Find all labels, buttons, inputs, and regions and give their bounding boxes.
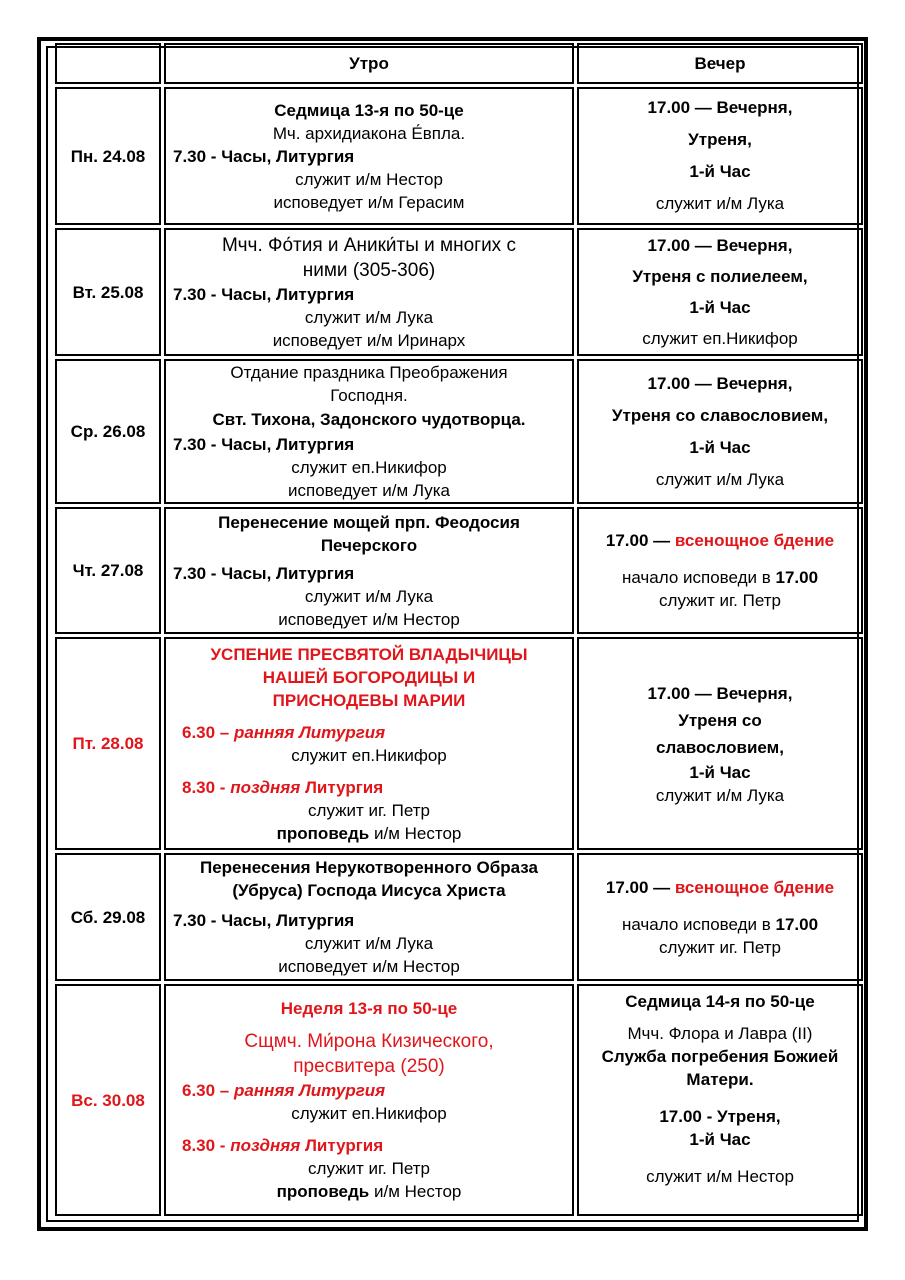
morning-line [166,1134,572,1157]
schedule-row [55,984,863,1216]
spacer [166,712,572,721]
spacer [166,767,572,776]
schedule-row [55,507,863,634]
morning-cell [164,853,574,981]
liturgy-time: 6.30 – [182,1081,230,1100]
morning-line: Господня. [330,386,408,405]
morning-line: Седмица 13-я по 50-це [274,100,464,120]
evening-line: служит и/м Лука [655,194,785,213]
schedule-table [52,40,866,1219]
evening-line: 17.00 — Вечерня, [647,98,793,117]
schedule-row [55,228,863,356]
schedule-row [55,359,863,504]
evening-cell [577,507,863,634]
header-morning: Утро [164,43,574,84]
morning-line: служит и/м Лука [304,934,434,953]
feast-title: НАШЕЙ БОГОРОДИЦЫ И [262,667,476,687]
day-cell: Ср. 26.08 [55,359,161,504]
morning-cell [164,228,574,356]
confession-label: начало исповеди в [621,914,771,934]
evening-line: Утреня с полиелеем, [632,267,808,286]
evening-line: 17.00 — Вечерня, [647,684,793,703]
evening-cell [577,359,863,504]
schedule-row [55,87,863,225]
morning-line: служит и/м Нестор [295,169,443,189]
evening-line: Утреня со [678,711,762,730]
schedule-row [55,637,863,850]
spacer [579,552,861,566]
morning-line: служит еп.Никифор [291,1104,447,1123]
evening-line: Матери. [686,1070,754,1089]
morning-line [166,822,572,845]
morning-line: исповедует и/м Нестор [278,609,460,629]
day-cell: Вт. 25.08 [55,228,161,356]
evening-line: служит и/м Лука [655,786,785,805]
liturgy-label: Литургия [304,1136,384,1155]
saint-line: Сщмч. Ми́рона Кизического, [244,1031,494,1052]
evening-line: служит и/м Нестор [646,1167,794,1186]
evening-line: служит еп.Никифор [642,329,798,348]
morning-cell [164,984,574,1216]
liturgy-time: 8.30 - [182,1136,226,1155]
morning-line: 7.30 - Часы, Литургия [173,911,355,930]
morning-line: 7.30 - Часы, Литургия [173,284,355,304]
feast-title: УСПЕНИЕ ПРЕСВЯТОЙ ВЛАДЫЧИЦЫ [210,644,528,664]
evening-cell [577,637,863,850]
liturgy-time: 6.30 – [182,722,230,742]
morning-line: Мчч. Фо́тия и Аники́ты и многих с [222,234,516,256]
sermon-label: проповедь [276,823,370,843]
morning-cell [164,359,574,504]
evening-line: Утреня со славословием, [611,405,829,425]
evening-line [579,913,861,936]
day-cell: Пн. 24.08 [55,87,161,225]
liturgy-label: поздняя [230,777,301,797]
week-title: Неделя 13-я по 50-це [280,999,458,1018]
morning-line: Мч. архидиакона Е́впла. [272,123,466,143]
evening-line [579,529,861,552]
morning-line: исповедует и/м Лука [288,481,450,500]
evening-line: 1-й Час [689,437,751,457]
morning-cell [164,637,574,850]
evening-time: 17.00 — [605,877,671,897]
spacer [166,1125,572,1134]
sermon-label: проповедь [276,1182,370,1201]
spacer [579,899,861,913]
morning-line: ними (305-306) [302,259,436,281]
day-cell: Сб. 29.08 [55,853,161,981]
morning-line: служит иг. Петр [308,1159,430,1178]
morning-line: служит еп.Никифор [291,458,447,477]
evening-cell [577,228,863,356]
evening-line: служит и/м Лука [655,469,785,489]
confession-label: начало исповеди в [621,568,771,587]
morning-line: Свт. Тихона, Задонского чудотворца. [212,410,526,429]
morning-line: Перенесения Нерукотворенного Образа [200,858,538,877]
spacer [579,1013,861,1022]
header-day-cell [55,43,161,84]
liturgy-label: Литургия [304,777,384,797]
evening-line: Седмица 14-я по 50-це [625,992,815,1011]
morning-line: 7.30 - Часы, Литургия [173,563,355,583]
evening-cell [577,984,863,1216]
spacer [579,1151,861,1165]
morning-line: Отдание праздника Преображения [230,363,508,382]
evening-line: 1-й Час [689,763,751,782]
evening-cell [577,87,863,225]
morning-line: исповедует и/м Нестор [278,957,460,976]
day-cell: Чт. 27.08 [55,507,161,634]
evening-line: служит иг. Петр [659,591,781,610]
evening-line: 1-й Час [689,1130,751,1149]
morning-cell [164,507,574,634]
header-evening: Вечер [577,43,863,84]
evening-time: 17.00 — [605,531,671,550]
vigil-label: всенощное бдение [674,531,835,550]
morning-line: исповедует и/м Герасим [273,192,465,212]
evening-line: служит иг. Петр [659,937,781,957]
schedule-row [55,853,863,981]
morning-line: служит иг. Петр [308,800,430,820]
sermon-priest: и/м Нестор [373,1182,462,1201]
spacer [579,1091,861,1105]
evening-line: Утреня, [688,130,752,149]
confession-time: 17.00 [775,568,819,587]
confession-time: 17.00 [775,914,819,934]
liturgy-label: ранняя Литургия [234,722,386,742]
morning-line: Печерского [320,535,418,555]
evening-line [579,566,861,589]
morning-line: 7.30 - Часы, Литургия [173,146,355,166]
saint-line: пресвитера (250) [293,1056,445,1077]
evening-line: 17.00 — Вечерня, [647,373,793,393]
evening-line: Служба погребения Божией [601,1047,839,1066]
morning-cell [164,87,574,225]
morning-line [166,1180,572,1203]
morning-line [166,721,572,744]
evening-line: 1-й Час [689,298,751,317]
morning-line: служит и/м Лука [304,586,434,606]
evening-line: славословием, [656,738,784,757]
vigil-label: всенощное бдение [674,877,835,897]
evening-line: 17.00 — Вечерня, [647,236,793,255]
evening-line: 17.00 - Утреня, [659,1107,781,1126]
day-cell: Вс. 30.08 [55,984,161,1216]
day-cell: Пт. 28.08 [55,637,161,850]
morning-line [166,776,572,799]
morning-line: служит еп.Никифор [291,745,447,765]
morning-line [166,1079,572,1102]
liturgy-label: поздняя [230,1136,301,1155]
liturgy-time: 8.30 - [182,777,226,797]
evening-cell [577,853,863,981]
morning-line: 7.30 - Часы, Литургия [173,435,355,454]
sermon-priest: и/м Нестор [373,823,462,843]
evening-line: Мчч. Флора и Лавра (II) [627,1024,813,1043]
morning-line: (Убруса) Господа Иисуса Христа [232,881,506,900]
morning-line: служит и/м Лука [304,307,434,327]
morning-line: исповедует и/м Иринарх [272,330,466,350]
evening-line: 1-й Час [689,162,751,181]
liturgy-label: ранняя Литургия [234,1081,386,1100]
feast-title: ПРИСНОДЕВЫ МАРИИ [272,690,466,710]
spacer [166,1020,572,1029]
evening-line [579,876,861,899]
morning-line: Перенесение мощей прп. Феодосия [218,512,520,532]
header-row [55,43,863,84]
